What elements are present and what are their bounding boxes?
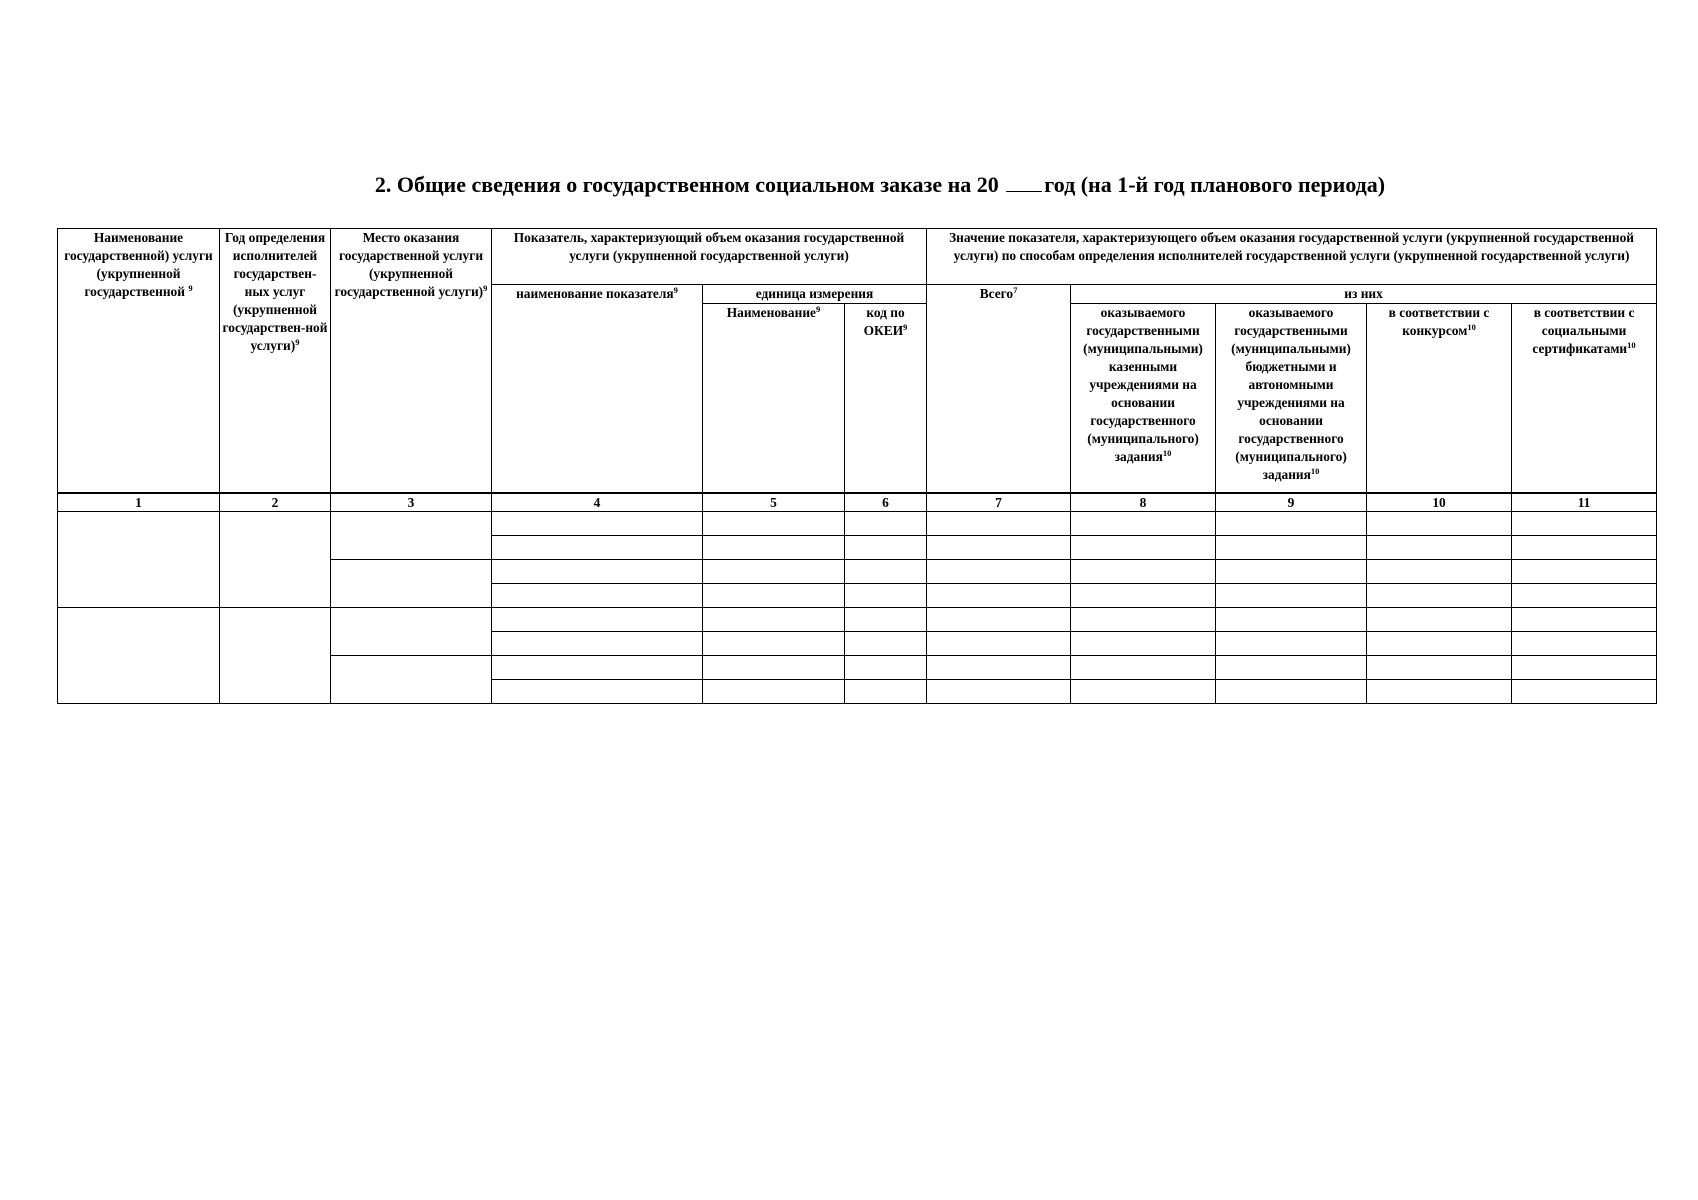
cell-budget-institutions[interactable]	[1216, 536, 1367, 560]
cell-total[interactable]	[927, 632, 1071, 656]
cell-budget-institutions[interactable]	[1216, 560, 1367, 584]
cell-total[interactable]	[927, 584, 1071, 608]
column-number: 11	[1512, 493, 1657, 512]
cell-okei-code[interactable]	[845, 584, 927, 608]
cell-total[interactable]	[927, 680, 1071, 704]
column-number: 4	[492, 493, 703, 512]
header-state-institutions: оказываемого государственными (муниципальными) казенными учреждениями на основании государственного (муниципального) задания$^{10}$	[1071, 304, 1216, 494]
cell-unit-name[interactable]	[703, 560, 845, 584]
header-budget-institutions: оказываемого государственными (муниципальными) бюджетными и автономными учреждениями на основании государственного (муниципального) задания$^{10}$	[1216, 304, 1367, 494]
cell-budget-institutions[interactable]	[1216, 512, 1367, 536]
cell-okei-code[interactable]	[845, 560, 927, 584]
cell-year[interactable]	[220, 608, 331, 704]
cell-total[interactable]	[927, 656, 1071, 680]
cell-indicator-name[interactable]	[492, 608, 703, 632]
cell-place[interactable]	[331, 656, 492, 704]
header-place: Место оказания государственной услуги (укрупненной государственной услуги)$^9$	[331, 229, 492, 494]
social-order-table	[57, 228, 1657, 704]
cell-place[interactable]	[331, 608, 492, 656]
cell-budget-institutions[interactable]	[1216, 584, 1367, 608]
cell-certificates[interactable]	[1512, 632, 1657, 656]
cell-okei-code[interactable]	[845, 632, 927, 656]
header-unit: единица измерения	[703, 285, 927, 304]
cell-indicator-name[interactable]	[492, 512, 703, 536]
cell-unit-name[interactable]	[703, 536, 845, 560]
header-of-them: из них	[1071, 285, 1657, 304]
cell-okei-code[interactable]	[845, 680, 927, 704]
cell-competition[interactable]	[1367, 584, 1512, 608]
header-service-name: Наименование государственной) услуги (укрупненной государственной $^9$	[58, 229, 220, 494]
cell-indicator-name[interactable]	[492, 656, 703, 680]
cell-place[interactable]	[331, 560, 492, 608]
cell-indicator-name[interactable]	[492, 584, 703, 608]
section-title	[0, 172, 1698, 198]
header-okei-code: код по ОКЕИ$^9$	[845, 304, 927, 494]
cell-state-institutions[interactable]	[1071, 512, 1216, 536]
cell-total[interactable]	[927, 560, 1071, 584]
cell-state-institutions[interactable]	[1071, 632, 1216, 656]
cell-unit-name[interactable]	[703, 584, 845, 608]
cell-indicator-name[interactable]	[492, 680, 703, 704]
cell-indicator-name[interactable]	[492, 632, 703, 656]
header-unit-name: Наименование$^9$	[703, 304, 845, 494]
header-certificates: в соответствии с социальными сертификатами$^{10}$	[1512, 304, 1657, 494]
cell-unit-name[interactable]	[703, 632, 845, 656]
column-number: 9	[1216, 493, 1367, 512]
cell-competition[interactable]	[1367, 560, 1512, 584]
cell-indicator-name[interactable]	[492, 536, 703, 560]
title-text-before: 2. Общие сведения о государственном социальном заказе на 20	[374, 172, 999, 197]
column-number: 1	[58, 493, 220, 512]
cell-okei-code[interactable]	[845, 536, 927, 560]
cell-budget-institutions[interactable]	[1216, 680, 1367, 704]
cell-competition[interactable]	[1367, 632, 1512, 656]
cell-competition[interactable]	[1367, 608, 1512, 632]
column-number: 10	[1367, 493, 1512, 512]
cell-certificates[interactable]	[1512, 560, 1657, 584]
cell-state-institutions[interactable]	[1071, 608, 1216, 632]
header-year: Год определения исполнителей государствен-ных услуг (укрупненной государствен-ной услуги)$^9$	[220, 229, 331, 494]
cell-total[interactable]	[927, 512, 1071, 536]
cell-total[interactable]	[927, 536, 1071, 560]
cell-okei-code[interactable]	[845, 512, 927, 536]
cell-certificates[interactable]	[1512, 680, 1657, 704]
header-competition: в соответствии с конкурсом$^{10}$	[1367, 304, 1512, 494]
cell-unit-name[interactable]	[703, 512, 845, 536]
column-number: 5	[703, 493, 845, 512]
cell-competition[interactable]	[1367, 680, 1512, 704]
cell-certificates[interactable]	[1512, 584, 1657, 608]
cell-budget-institutions[interactable]	[1216, 656, 1367, 680]
column-number: 7	[927, 493, 1071, 512]
cell-unit-name[interactable]	[703, 680, 845, 704]
cell-state-institutions[interactable]	[1071, 560, 1216, 584]
cell-indicator-name[interactable]	[492, 560, 703, 584]
cell-total[interactable]	[927, 608, 1071, 632]
cell-competition[interactable]	[1367, 512, 1512, 536]
header-indicator-group: Показатель, характеризующий объем оказания государственной услуги (укрупненной государственной услуги)	[492, 229, 927, 285]
cell-year[interactable]	[220, 512, 331, 608]
header-total: Всего$^7$	[927, 285, 1071, 494]
cell-okei-code[interactable]	[845, 656, 927, 680]
year-blank-field[interactable]	[1006, 173, 1042, 192]
cell-budget-institutions[interactable]	[1216, 608, 1367, 632]
title-text-after: год (на 1-й год планового периода)	[1044, 172, 1386, 197]
cell-place[interactable]	[331, 512, 492, 560]
cell-okei-code[interactable]	[845, 608, 927, 632]
cell-state-institutions[interactable]	[1071, 584, 1216, 608]
column-number: 3	[331, 493, 492, 512]
cell-competition[interactable]	[1367, 656, 1512, 680]
table-row	[58, 512, 1657, 536]
cell-service-name[interactable]	[58, 608, 220, 704]
cell-state-institutions[interactable]	[1071, 656, 1216, 680]
column-number-row	[58, 493, 1657, 512]
header-value-group: Значение показателя, характеризующего объем оказания государственной услуги (укрупненной государственной услуги) по способам определения исполнителей государственной услуги (укрупненной государственной услуги)	[927, 229, 1657, 285]
cell-unit-name[interactable]	[703, 656, 845, 680]
header-indicator-name: наименование показателя$^9$	[492, 285, 703, 494]
cell-state-institutions[interactable]	[1071, 680, 1216, 704]
cell-certificates[interactable]	[1512, 656, 1657, 680]
column-number: 2	[220, 493, 331, 512]
cell-service-name[interactable]	[58, 512, 220, 608]
cell-competition[interactable]	[1367, 536, 1512, 560]
cell-certificates[interactable]	[1512, 512, 1657, 536]
cell-certificates[interactable]	[1512, 536, 1657, 560]
cell-unit-name[interactable]	[703, 608, 845, 632]
column-number: 8	[1071, 493, 1216, 512]
cell-certificates[interactable]	[1512, 608, 1657, 632]
table-row	[58, 608, 1657, 632]
column-number: 6	[845, 493, 927, 512]
cell-state-institutions[interactable]	[1071, 536, 1216, 560]
cell-budget-institutions[interactable]	[1216, 632, 1367, 656]
